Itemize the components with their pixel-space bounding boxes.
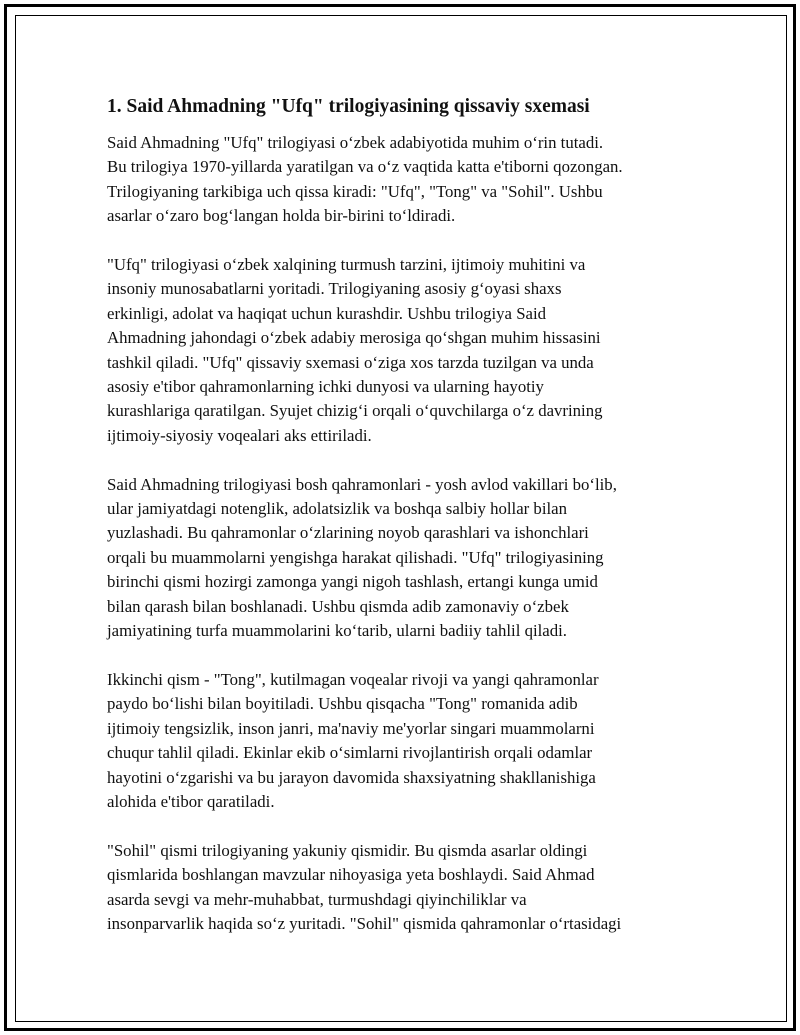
paragraph-2	[107, 253, 697, 448]
document-body	[107, 94, 697, 961]
text-line: chuqur tahlil qiladi. Ekinlar ekib o‘simlarni rivojlantirish orqali odamlar	[107, 743, 593, 763]
text-line: paydo bo‘lishi bilan boyitiladi. Ushbu qisqacha "Tong" romanida adib	[107, 694, 578, 714]
text-line: insonparvarlik haqida so‘z yuritadi. "Sohil" qismida qahramonlar o‘rtasidagi	[107, 913, 622, 933]
paragraph-1	[107, 131, 697, 229]
text-line: Said Ahmadning trilogiyasi bosh qahramonlari - yosh avlod vakillari bo‘lib,	[107, 474, 617, 494]
text-line: asarlar o‘zaro bog‘langan holda bir-birini to‘ldiradi.	[107, 206, 456, 226]
text-line: qismlarida boshlangan mavzular nihoyasiga yeta boshlaydi. Said Ahmad	[107, 865, 595, 885]
text-line: tashkil qiladi. "Ufq" qissaviy sxemasi o‘ziga xos tarzda tuzilgan va unda	[107, 352, 594, 372]
text-line: Trilogiyaning tarkibiga uch qissa kiradi: "Ufq", "Tong" va "Sohil". Ushbu	[107, 181, 603, 201]
paragraph-4	[107, 668, 697, 814]
section-title: 1. Said Ahmadning "Ufq" trilogiyasining qissaviy sxemasi	[107, 96, 590, 117]
paragraph-5	[107, 839, 697, 937]
text-line: kurashlariga qaratilgan. Syujet chizig‘i orqali o‘quvchilarga o‘z davrining	[107, 401, 603, 421]
text-line: Bu trilogiya 1970-yillarda yaratilgan va o‘z vaqtida katta e'tiborni qozongan.	[107, 157, 623, 177]
text-line: hayotini o‘zgarishi va bu jarayon davomida shaxsiyatning shakllanishiga	[107, 767, 596, 787]
text-line: ijtimoiy tengsizlik, inson janri, ma'naviy me'yorlar singari muammolarni	[107, 718, 595, 738]
text-line: "Sohil" qismi trilogiyaning yakuniy qismidir. Bu qismda asarlar oldingi	[107, 840, 588, 860]
text-line: Ikkinchi qism - "Tong", kutilmagan voqealar rivoji va yangi qahramonlar	[107, 669, 599, 689]
text-line: asarda sevgi va mehr-muhabbat, turmushdagi qiyinchiliklar va	[107, 889, 527, 909]
paragraph-3	[107, 473, 697, 644]
text-line: birinchi qismi hozirgi zamonga yangi nigoh tashlash, ertangi kunga umid	[107, 572, 598, 592]
text-line: asosiy e'tibor qahramonlarning ichki dunyosi va ularning hayotiy	[107, 377, 544, 397]
text-line: erkinligi, adolat va haqiqat uchun kurashdir. Ushbu trilogiya Said	[107, 303, 547, 323]
text-line: alohida e'tibor qaratiladi.	[107, 791, 275, 811]
text-line: bilan qarash bilan boshlanadi. Ushbu qismda adib zamonaviy o‘zbek	[107, 596, 569, 616]
text-line: jamiyatining turfa muammolarini ko‘tarib, ularni badiiy tahlil qiladi.	[107, 621, 567, 641]
text-line: Said Ahmadning "Ufq" trilogiyasi o‘zbek adabiyotida muhim o‘rin tutadi.	[107, 133, 604, 152]
text-line: ijtimoiy-siyosiy voqealari aks ettiriladi.	[107, 425, 372, 445]
text-line: orqali bu muammolarni yengishga harakat qilishadi. "Ufq" trilogiyasining	[107, 547, 604, 567]
text-line: Ahmadning jahondagi o‘zbek adabiy merosiga qo‘shgan muhim hissasini	[107, 328, 601, 348]
text-line: insoniy munosabatlarni yoritadi. Trilogiyaning asosiy g‘oyasi shaxs	[107, 279, 562, 299]
text-line: ular jamiyatdagi notenglik, adolatsizlik va boshqa salbiy hollar bilan	[107, 499, 567, 519]
text-line: "Ufq" trilogiyasi o‘zbek xalqining turmush tarzini, ijtimoiy muhitini va	[107, 255, 586, 275]
text-line: yuzlashadi. Bu qahramonlar o‘zlarining noyob qarashlari va ishonchlari	[107, 523, 589, 543]
